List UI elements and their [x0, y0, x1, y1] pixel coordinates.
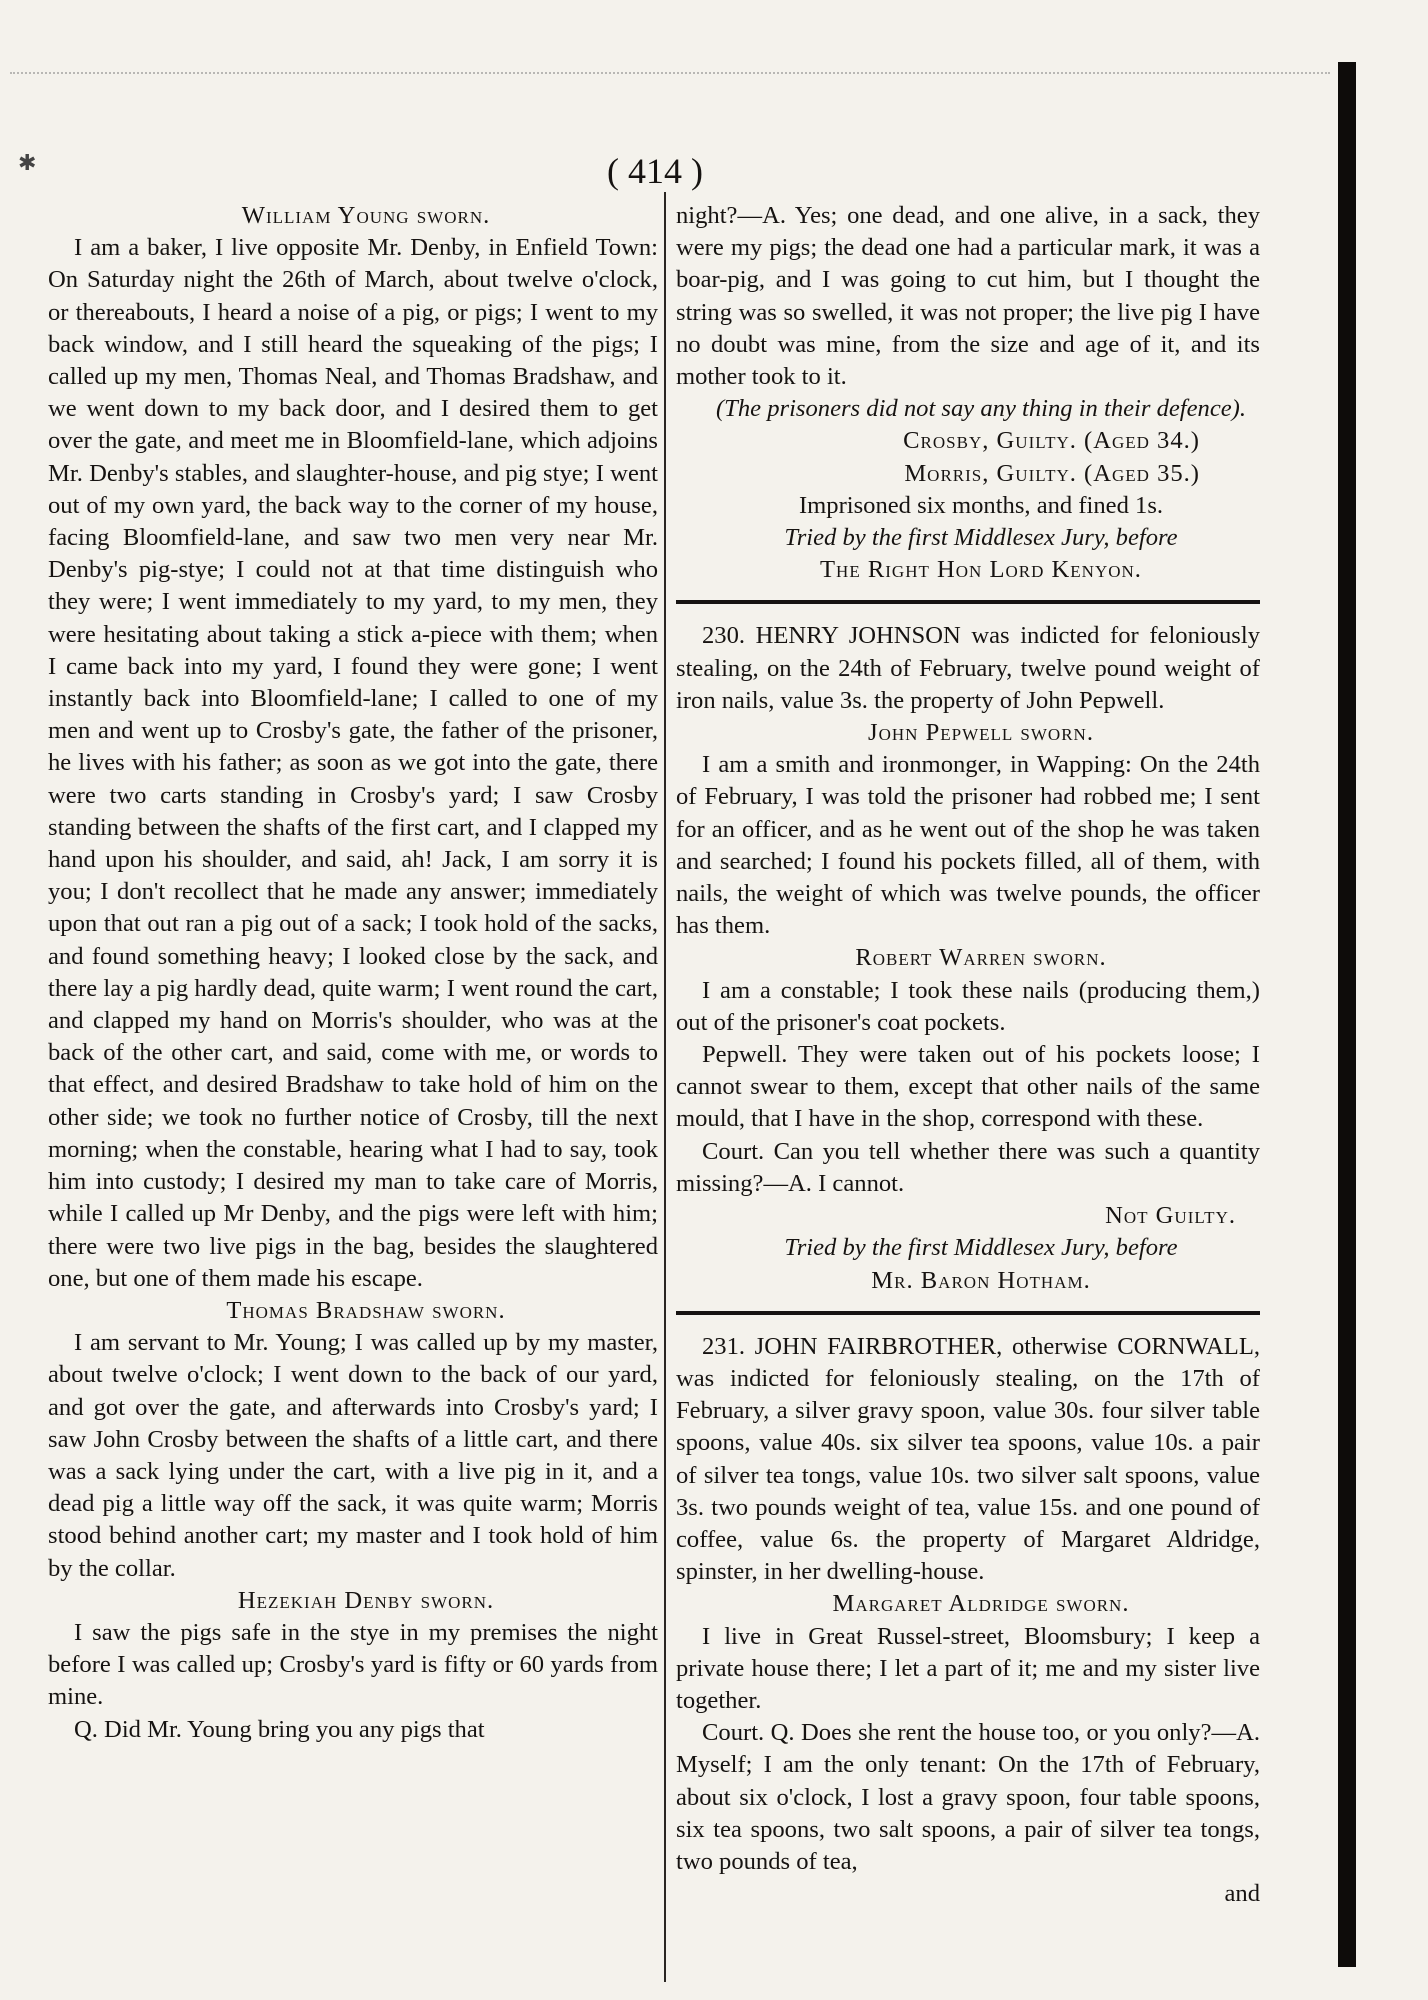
witness-heading-bradshaw: Thomas Bradshaw sworn.: [226, 1296, 506, 1324]
column-divider: [664, 192, 666, 1982]
witness-heading-denby: Hezekiah Denby sworn.: [237, 1586, 495, 1614]
verdict-crosby: Crosby, Guilty. (Aged 34.): [903, 427, 1200, 455]
page-number: ( 414 ): [607, 151, 703, 191]
witness-heading-aldridge: Margaret Aldridge sworn.: [832, 1590, 1130, 1618]
sentence: Imprisoned six months, and fined 1s.: [798, 491, 1164, 519]
tried-by-judge-2: Mr. Baron Hotham.: [871, 1266, 1091, 1294]
testimony-pepwell-2: Pepwell. They were taken out of his pockets loose; I cannot swear to them, except that other nails of the same mould, that I have in the shop, correspond with these.: [676, 1041, 1260, 1133]
witness-heading-pepwell: John Pepwell sworn.: [868, 719, 1094, 747]
witness-heading-warren: Robert Warren sworn.: [855, 944, 1107, 972]
testimony-warren: I am a constable; I took these nails (producing them,) out of the prisoner's coat pockets.: [676, 976, 1260, 1036]
court-question-aldridge: Court. Q. Does she rent the house too, or you only?—A. Myself; I am the only tenant: On the 17th of February, about six o'clock, I lost a gravy spoon, four table spoons, six tea spoons, two salt spoons, a pair of silver tea tongs, two pounds of tea,: [676, 1719, 1260, 1875]
verdict-morris: Morris, Guilty. (Aged 35.): [904, 459, 1200, 487]
tried-by-line-2: Tried by the first Middlesex Jury, before: [784, 1234, 1178, 1262]
section-rule: [676, 1311, 1260, 1315]
defence-note: (The prisoners did not say any thing in their defence).: [715, 395, 1247, 423]
verdict-johnson: Not Guilty.: [1105, 1202, 1236, 1230]
tried-by-line-1: Tried by the first Middlesex Jury, before: [784, 524, 1178, 552]
witness-heading-young: William Young sworn.: [241, 202, 491, 229]
page-edge-shadow: [1338, 62, 1356, 1967]
right-column: [676, 200, 1260, 1910]
question-denby: Q. Did Mr. Young bring you any pigs that: [74, 1715, 485, 1743]
scan-noise: [10, 72, 1330, 82]
left-column: [48, 200, 658, 1746]
margin-mark: ✱: [18, 150, 37, 175]
catchword: and: [1224, 1880, 1260, 1908]
case-230-indictment: 230. HENRY JOHNSON was indicted for feloniously stealing, on the 24th of February, twelve pound weight of iron nails, value 3s. the property of John Pepwell.: [676, 622, 1260, 714]
testimony-denby-continued: night?—A. Yes; one dead, and one alive, in a sack, they were my pigs; the dead one had a particular mark, it was a boar-pig, and I was going to cut him, but I thought the string was so swelled, it was not proper; the live pig I have no doubt was mine, from the size and age of it, and its mother took to it.: [676, 202, 1260, 391]
case-231-indictment: 231. JOHN FAIRBROTHER, otherwise CORNWALL, was indicted for feloniously stealing, on the 17th of February, a silver gravy spoon, value 30s. four silver table spoons, value 40s. six silver tea spoons, value 10s. a pair of silver tea tongs, value 10s. two silver salt spoons, value 3s. two pounds weight of tea, value 15s. and one pound of coffee, value 6s. the property of Margaret Aldridge, spinster, in her dwelling-house.: [676, 1332, 1260, 1586]
testimony-bradshaw: I am servant to Mr. Young; I was called up by my master, about twelve o'clock; I went down to the back of our yard, and got over the gate, and afterwards into Crosby's yard; I saw John Crosby between the shafts of a little cart, and there was a sack lying under the cart, with a live pig in it, and a dead pig a little way off the sack, it was quite warm; Morris stood behind another cart; my master and I took hold of him by the collar.: [48, 1329, 658, 1582]
tried-by-judge-1: The Right Hon Lord Kenyon.: [820, 556, 1142, 584]
testimony-pepwell: I am a smith and ironmonger, in Wapping: On the 24th of February, I was told the prisoner had robbed me; I sent for an officer, and as he went out of the shop he was taken and searched; I found his pockets filled, all of them, with nails, the weight of which was twelve pounds, the officer has them.: [676, 751, 1260, 940]
testimony-aldridge: I live in Great Russel-street, Bloomsbury; I keep a private house there; I let a part of it; me and my sister live together.: [676, 1622, 1260, 1714]
section-rule: [676, 600, 1260, 604]
testimony-denby: I saw the pigs safe in the stye in my premises the night before I was called up; Crosby's yard is fifty or 60 yards from mine.: [48, 1618, 658, 1711]
testimony-young: I am a baker, I live opposite Mr. Denby, in Enfield Town: On Saturday night the 26th of March, about twelve o'clock, or thereabouts, I heard a noise of a pig, or pigs; I went to my back window, and I still heard the squeaking of the pigs; I called up my men, Thomas Neal, and Thomas Bradshaw, and we went down to my back door, and I desired them to get over the gate, and meet me in Bloomfield-lane, which adjoins Mr. Denby's stables, and slaughter-house, and pig stye; I went out of my own yard, the back way to the corner of my house, facing Bloomfield-lane, and saw two men very near Mr. Denby's pig-stye; I could not at that time distinguish who they were; I went immediately to my yard, to my men, they were hesitating about taking a stick a-piece with them; when I came back into my yard, I found they were gone; I went instantly back into Bloomfield-lane; I called to one of my men and went up to Crosby's gate, the father of the prisoner, he lives with his father; as soon as we got into the gate, there were two carts standing in Crosby's yard; I saw Crosby standing between the shafts of the first cart, and I clapped my hand upon his shoulder, and said, ah! Jack, I am sorry it is you; I don't recollect that he made any answer; immediately upon that out ran a pig out of a sack; I took hold of the sacks, and found something heavy; I looked close by the sack, and there lay a pig hardly dead, quite warm; I went round the cart, and clapped my hand on Morris's shoulder, who was at the back of the other cart, and said, come with me, or words to that effect, and desired Bradshaw to take hold of him on the other side; we took no further notice of Crosby, till the next morning; when the constable, hearing what I had to say, took him into custody; I desired my man to take care of Morris, while I called up Mr Denby, and the pigs were left with him; there were two live pigs in the bag, besides the slaughtered one, but one of them made his escape.: [48, 234, 658, 1292]
court-question: Court. Can you tell whether there was such a quantity missing?—A. I cannot.: [676, 1137, 1260, 1197]
